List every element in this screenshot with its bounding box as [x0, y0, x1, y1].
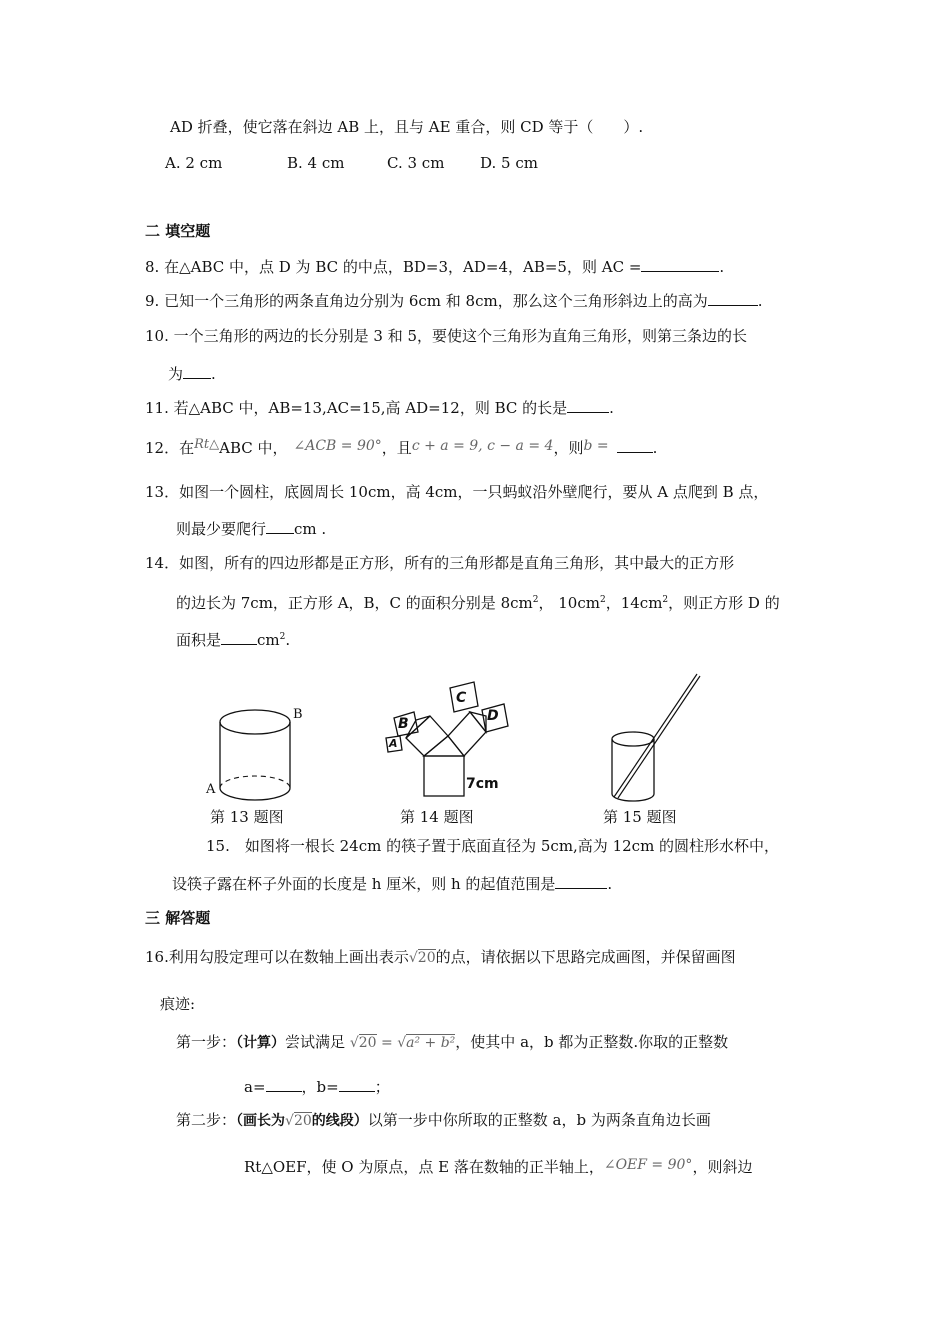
q14-line2: 的边长为 7cm，正方形 A，B，C 的面积分别是 $8cm^2$， $10cm^2$，$14cm^2$，则正方形 D 的 [176, 594, 780, 612]
q11: 11. 若△ABC 中，AB=13,AC=15,高 AD=12，则 BC 的长是 . [145, 399, 614, 417]
fig15-cup-chopstick [605, 672, 705, 802]
sqrt-20-inline: √20 [408, 950, 436, 966]
q9-answer-blank[interactable] [708, 290, 758, 306]
fig14-label-7cm: 7cm [466, 776, 499, 792]
q10-line2: 为 . [168, 365, 216, 383]
fig14-label-b: B [398, 716, 409, 732]
q15-answer-blank[interactable] [555, 873, 607, 889]
step1-equation: √20 = √a² + b² [349, 1035, 456, 1051]
q14-answer-blank[interactable] [221, 629, 257, 645]
q10-line1: 10. 一个三角形的两边的长分别是 3 和 5，要使这个三角形为直角三角形，则第三条边的长 [145, 327, 748, 345]
q10-answer-blank[interactable] [183, 363, 211, 379]
fig14-label-d: D [487, 708, 499, 724]
q13-answer-blank[interactable] [266, 518, 294, 534]
q16-line1: 16.利用勾股定理可以在数轴上画出表示√20的点，请依据以下思路完成画图，并保留画图 [145, 948, 736, 966]
q8: 8. 在△ABC 中，点 D 为 BC 的中点，BD=3，AD=4，AB=5，则 AC = . [145, 258, 725, 276]
q14-line3: 面积是 $cm^2$. [176, 631, 291, 649]
q14-line1: 14．如图，所有的四边形都是正方形，所有的三角形都是直角三角形，其中最大的正方形 [145, 554, 735, 572]
fig15-caption: 第 15 题图 [603, 808, 677, 826]
fig13-label-b: B [293, 707, 303, 722]
fig13-caption: 第 13 题图 [210, 808, 284, 826]
q16-b-blank[interactable] [339, 1076, 375, 1092]
q16-a-blank[interactable] [266, 1076, 302, 1092]
q7-stem: AD 折叠，使它落在斜边 AB 上，且与 AE 重合，则 CD 等于（ ）. [170, 118, 644, 136]
q7-option-b[interactable]: B. 4 cm [287, 154, 345, 172]
fig14-squares [380, 680, 520, 800]
q7-options [165, 153, 538, 173]
fig13-label-a: A [206, 782, 216, 797]
q16-step1: 第一步：（计算）尝试满足 √20 = √a² + b²，使其中 a，b 都为正整数.你取的正整数 [176, 1033, 729, 1051]
q15-line1: 15. 如图将一根长 24cm 的筷子置于底面直径为 5cm,高为 12cm 的圆柱形水杯中， [206, 837, 780, 855]
q7-option-c[interactable]: C. 3 cm [387, 154, 445, 172]
q15-line2: 设筷子露在杯子外面的长度是 h 厘米，则 h 的起值范围是 . [172, 875, 613, 893]
q9: 9. 已知一个三角形的两条直角边分别为 6cm 和 8cm，那么这个三角形斜边上的高为 . [145, 292, 763, 310]
q16-line2: 痕迹: [160, 995, 196, 1013]
fig14-label-c: C [456, 690, 467, 706]
q12: 12．在Rt△ABC 中， ∠ACB = 90°，且c + a = 9, c − a = 4，则b = . [145, 437, 658, 457]
fig14-label-a: A [389, 737, 398, 750]
q11-answer-blank[interactable] [567, 397, 609, 413]
section-2-title: 二 填空题 [145, 222, 211, 240]
q13-line1: 13．如图一个圆柱，底圆周长 10cm，高 4cm，一只蚂蚁沿外壁爬行，要从 A 点爬到 B 点， [145, 483, 769, 501]
q12-answer-blank[interactable] [617, 437, 653, 453]
q16-step2-line2: Rt△OEF，使 O 为原点，点 E 落在数轴的正半轴上，∠OEF = 90°，则斜边 [244, 1157, 753, 1176]
fig14-caption: 第 14 题图 [400, 808, 474, 826]
q8-answer-blank[interactable] [641, 256, 719, 272]
q7-option-d[interactable]: D. 5 cm [480, 154, 538, 172]
q13-line2: 则最少要爬行 cm . [176, 520, 327, 538]
section-3-title: 三 解答题 [145, 909, 211, 927]
q7-option-a[interactable]: A. 2 cm [165, 154, 223, 172]
q16-step2: 第二步：（画长为√20的线段）以第一步中你所取的正整数 a，b 为两条直角边长画 [176, 1111, 711, 1129]
q16-ab-line: a= ，b= ； [244, 1078, 390, 1096]
